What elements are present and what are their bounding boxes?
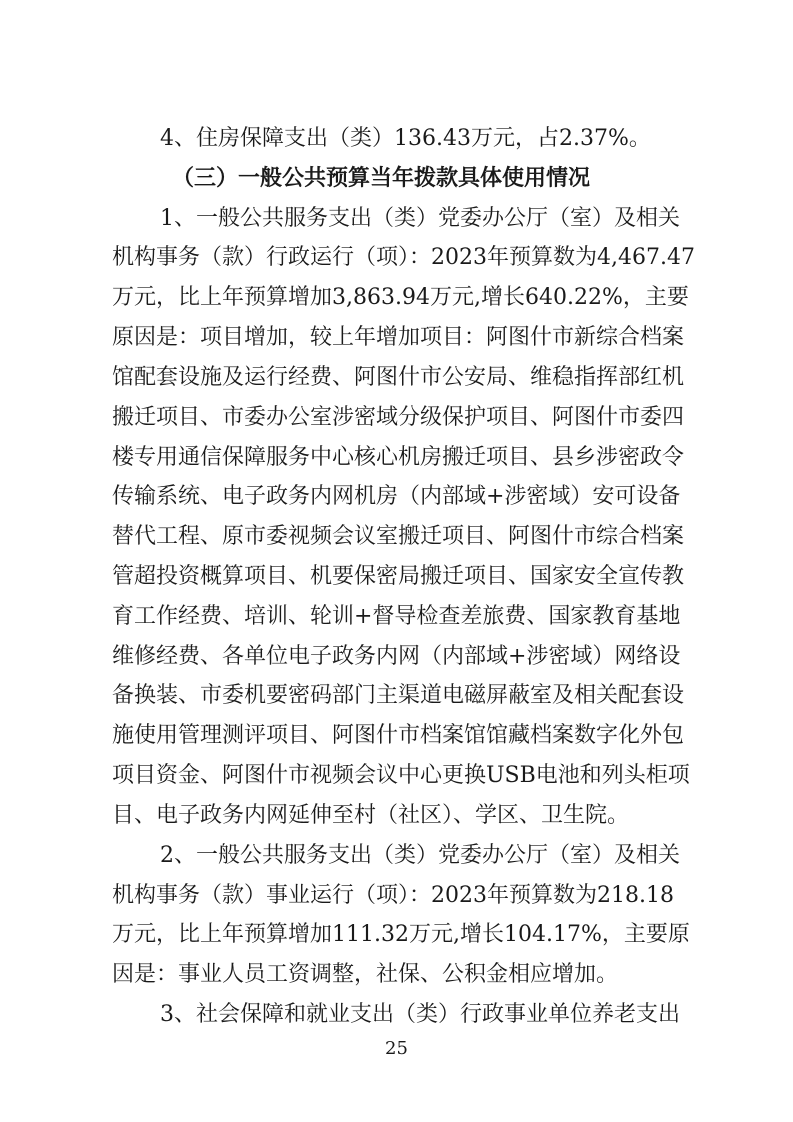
paragraph-line: 维修经费、各单位电子政务内网（内部域+涉密域）网络设	[112, 644, 681, 669]
paragraph-line: 3、社会保障和就业支出（类）行政事业单位养老支出	[160, 1002, 680, 1027]
paragraph-line: 万元，比上年预算增加3,863.94万元,增长640.22%，主要	[112, 285, 689, 310]
paragraph-line: 搬迁项目、市委办公室涉密域分级保护项目、阿图什市委四	[112, 405, 685, 430]
page-number: 25	[385, 1038, 408, 1059]
paragraph-line: 目、电子政务内网延伸至村（社区）、学区、卫生院。	[112, 803, 630, 828]
paragraph-line: 备换装、市委机要密码部门主渠道电磁屏蔽室及相关配套设	[112, 683, 685, 708]
paragraph-line: 机构事务（款）事业运行（项）：2023年预算数为218.18	[112, 883, 674, 908]
paragraph-line: 1、一般公共服务支出（类）党委办公厅（室）及相关	[160, 206, 680, 231]
paragraph-line: 因是：事业人员工资调整，社保、公积金相应增加。	[112, 962, 619, 987]
paragraph-line: 4、住房保障支出（类）136.43万元，占2.37%。	[160, 126, 651, 151]
paragraph-line: 万元，比上年预算增加111.32万元,增长104.17%，主要原	[112, 922, 690, 947]
paragraph-line: 育工作经费、培训、轮训+督导检查差旅费、国家教育基地	[112, 604, 681, 629]
paragraph-line: 原因是：项目增加，较上年增加项目：阿图什市新综合档案	[112, 325, 685, 350]
paragraph-line: 替代工程、原市委视频会议室搬迁项目、阿图什市综合档案	[112, 524, 685, 549]
paragraph-line: 馆配套设施及运行经费、阿图什市公安局、维稳指挥部红机	[112, 365, 685, 390]
paragraph-line: 项目资金、阿图什市视频会议中心更换USB电池和列头柜项	[112, 763, 690, 788]
section-heading: （三）一般公共预算当年拨款具体使用情况	[172, 166, 591, 191]
paragraph-line: 机构事务（款）行政运行（项）：2023年预算数为4,467.47	[112, 245, 695, 270]
paragraph-line: 2、一般公共服务支出（类）党委办公厅（室）及相关	[160, 843, 680, 868]
paragraph-line: 楼专用通信保障服务中心核心机房搬迁项目、县乡涉密政令	[112, 445, 685, 470]
paragraph-line: 管超投资概算项目、机要保密局搬迁项目、国家安全宣传教	[112, 564, 685, 589]
paragraph-line: 传输系统、电子政务内网机房（内部域+涉密域）安可设备	[112, 484, 681, 509]
paragraph-line: 施使用管理测评项目、阿图什市档案馆馆藏档案数字化外包	[112, 723, 685, 748]
